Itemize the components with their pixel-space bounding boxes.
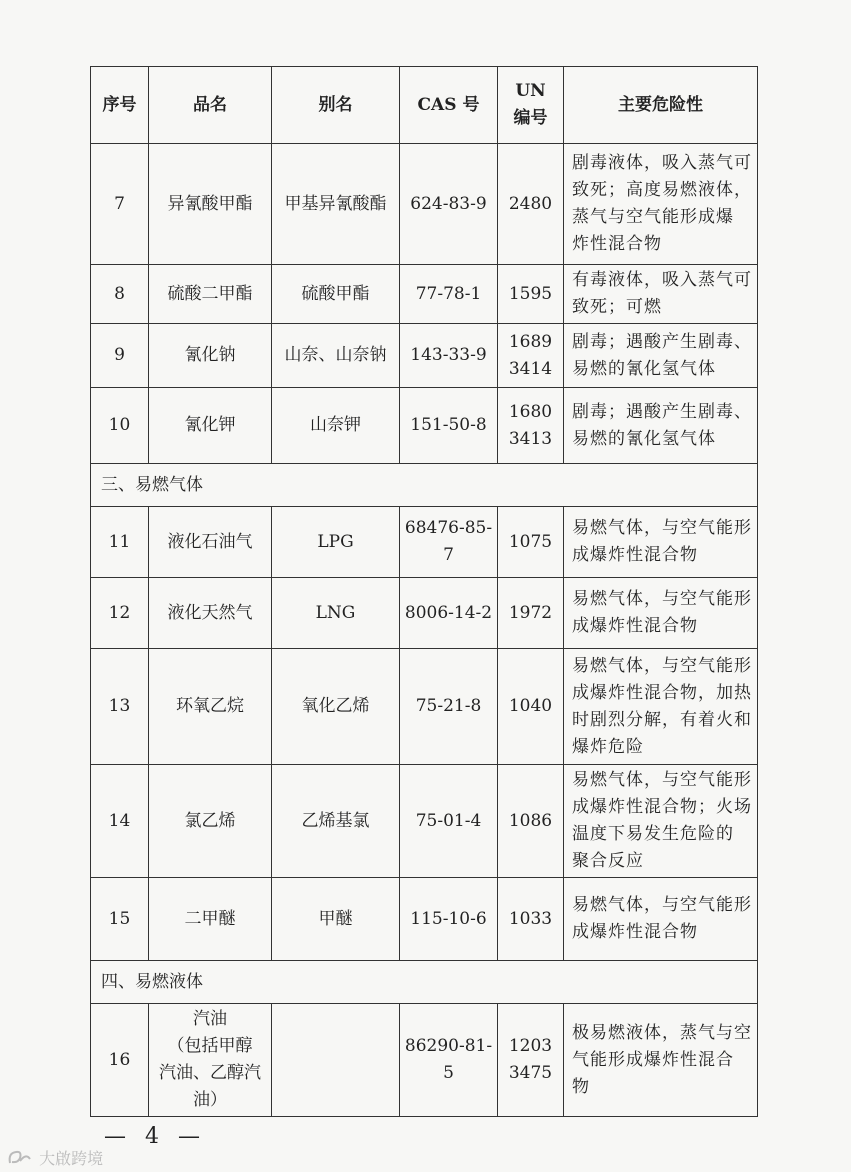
cell-cas-line: 75-01-4 — [415, 810, 482, 831]
cell-hazard-line: 聚合反应 — [572, 851, 644, 871]
cell-hazard-line: 蒸气与空气能形成爆 — [572, 207, 734, 227]
cell-un-line: 1075 — [508, 531, 553, 552]
cell-un — [498, 878, 564, 961]
cell-un-line: 1972 — [508, 602, 553, 623]
table-row — [91, 388, 758, 464]
cell-alias-line: 甲醚 — [318, 908, 353, 929]
cell-cas-line: 86290-81- — [404, 1036, 493, 1056]
cell-hazard-line: 爆炸危险 — [572, 736, 644, 757]
cell-cas-line: 5 — [443, 1063, 454, 1083]
cell-name — [149, 1004, 272, 1117]
cell-un-line: 1689 — [508, 331, 553, 352]
header-name: 品名 — [149, 67, 272, 144]
cell-name-line: 硫酸二甲酯 — [167, 283, 253, 304]
cell-hazard-line: 易燃气体，与空气能形 — [572, 770, 752, 790]
cell-seq: 7 — [91, 144, 149, 265]
cell-alias — [272, 649, 400, 765]
cell-cas — [400, 265, 498, 324]
cell-alias — [272, 265, 400, 324]
cell-hazard-line: 成爆炸性混合物，加热 — [572, 682, 752, 703]
cell-un — [498, 144, 564, 265]
cell-alias — [272, 507, 400, 578]
cell-name — [149, 265, 272, 324]
cell-hazard-line: 易燃气体，与空气能形 — [572, 518, 752, 538]
cell-un-line: 3475 — [508, 1063, 553, 1083]
cell-hazard-line: 剧毒；遇酸产生剧毒、 — [572, 401, 752, 422]
header-alias: 别名 — [272, 67, 400, 144]
cell-name — [149, 507, 272, 578]
cell-cas-line: 151-50-8 — [410, 415, 487, 435]
cell-alias — [272, 578, 400, 649]
cell-hazard-line: 易燃气体，与空气能形 — [572, 655, 752, 676]
page-number: — 4 — — [104, 1124, 206, 1149]
cell-hazard — [564, 1004, 758, 1117]
section-title: 三、易燃气体 — [91, 464, 758, 507]
table-row — [91, 1004, 758, 1117]
table-row — [91, 144, 758, 265]
cell-hazard — [564, 265, 758, 324]
cell-cas — [400, 578, 498, 649]
cell-hazard — [564, 649, 758, 765]
cell-seq: 11 — [91, 507, 149, 578]
cell-alias-line: 硫酸甲酯 — [301, 283, 370, 304]
cell-un-line: 1086 — [508, 810, 553, 831]
table-row — [91, 878, 758, 961]
cell-alias-line: 山奈钾 — [310, 415, 361, 435]
cell-un — [498, 507, 564, 578]
cell-alias — [272, 765, 400, 878]
watermark-text: 大啟跨境 — [39, 1149, 104, 1168]
cell-name-line: 氰化钾 — [184, 415, 236, 435]
cell-un-line: 1040 — [508, 696, 553, 716]
section-row — [91, 464, 758, 507]
cell-name-line: 油） — [193, 1090, 227, 1110]
cell-name — [149, 765, 272, 878]
table-row — [91, 765, 758, 878]
cell-cas-line: 75-21-8 — [415, 696, 482, 716]
cell-un-line: 1680 — [508, 401, 553, 422]
cell-un — [498, 324, 564, 388]
cell-un — [498, 578, 564, 649]
cell-hazard-line: 易燃气体，与空气能形 — [572, 895, 752, 915]
cell-name-line: 液化天然气 — [167, 602, 253, 623]
cell-cas — [400, 324, 498, 388]
cell-un — [498, 388, 564, 464]
cell-cas-line: 115-10-6 — [410, 908, 487, 929]
cell-name-line: 汽油 — [193, 1009, 227, 1029]
cell-hazard-line: 温度下易发生危险的 — [572, 824, 734, 844]
cell-cas — [400, 649, 498, 765]
cell-name-line: 汽油、乙醇汽 — [159, 1063, 261, 1083]
cell-alias — [272, 388, 400, 464]
cell-hazard-line: 成爆炸性混合物 — [572, 616, 698, 636]
cell-seq: 12 — [91, 578, 149, 649]
cell-alias — [272, 324, 400, 388]
cell-hazard-line: 剧毒；遇酸产生剧毒、 — [572, 331, 752, 352]
cell-name-line: 液化石油气 — [167, 531, 253, 552]
watermark-logo-icon — [6, 1149, 32, 1171]
cell-name-line: 氰化钠 — [184, 345, 236, 365]
cell-alias-line: 氧化乙烯 — [301, 696, 370, 716]
cell-hazard — [564, 878, 758, 961]
cell-hazard-line: 易燃的氰化氢气体 — [572, 358, 716, 379]
table-row — [91, 578, 758, 649]
cell-name — [149, 878, 272, 961]
cell-name-line: 环氧乙烷 — [176, 696, 244, 716]
header-hazard: 主要危险性 — [564, 67, 758, 144]
cell-hazard-line: 成爆炸性混合物 — [572, 545, 698, 565]
cell-hazard-line: 炸性混合物 — [572, 234, 662, 254]
cell-name — [149, 578, 272, 649]
cell-cas-line: 77-78-1 — [415, 283, 482, 304]
cell-hazard — [564, 507, 758, 578]
cell-cas-line: 143-33-9 — [410, 345, 487, 365]
cell-name — [149, 388, 272, 464]
cell-alias-line: LNG — [315, 602, 356, 623]
table-row — [91, 507, 758, 578]
cell-seq: 14 — [91, 765, 149, 878]
cell-alias — [272, 144, 400, 265]
cell-hazard — [564, 388, 758, 464]
cell-un-line: 3414 — [508, 358, 553, 379]
cell-alias-line: 山奈、山奈钠 — [284, 345, 387, 365]
cell-hazard-line: 剧毒液体，吸入蒸气可 — [572, 153, 752, 173]
section-title: 四、易燃液体 — [91, 961, 758, 1004]
cell-hazard-line: 极易燃液体，蒸气与空 — [572, 1022, 752, 1043]
cell-hazard-line: 致死；可燃 — [572, 297, 662, 317]
cell-hazard-line: 成爆炸性混合物 — [572, 922, 698, 942]
cell-cas — [400, 507, 498, 578]
cell-hazard-line: 有毒液体，吸入蒸气可 — [572, 270, 752, 290]
cell-hazard-line: 易燃的氰化氢气体 — [572, 428, 716, 449]
cell-cas-line: 624-83-9 — [410, 193, 487, 214]
cell-name — [149, 144, 272, 265]
header-seq: 序号 — [91, 67, 149, 144]
cell-hazard — [564, 324, 758, 388]
cell-un — [498, 649, 564, 765]
cell-seq: 16 — [91, 1004, 149, 1117]
cell-un — [498, 765, 564, 878]
header-un — [498, 67, 564, 144]
cell-seq: 10 — [91, 388, 149, 464]
cell-un-line: 3413 — [508, 428, 553, 449]
cell-cas-line: 8006-14-2 — [404, 602, 493, 623]
cell-name — [149, 649, 272, 765]
cell-name — [149, 324, 272, 388]
cell-cas — [400, 388, 498, 464]
cell-un — [498, 265, 564, 324]
table-row — [91, 324, 758, 388]
header-cas: CAS 号 — [400, 67, 498, 144]
cell-un — [498, 1004, 564, 1117]
cell-cas-line: 7 — [443, 545, 454, 565]
cell-name-line: 二甲醚 — [184, 908, 236, 929]
cell-alias-line: LPG — [317, 531, 354, 552]
cell-cas — [400, 878, 498, 961]
header-un-line1: UN — [515, 81, 546, 101]
cell-name-line: 氯乙烯 — [184, 810, 236, 831]
table-header-row — [91, 67, 758, 144]
cell-un-line: 1595 — [508, 283, 553, 304]
header-un-line2: 编号 — [513, 108, 548, 128]
cell-cas — [400, 765, 498, 878]
cell-hazard-line: 气能形成爆炸性混合 — [572, 1049, 734, 1070]
cell-hazard-line: 易燃气体，与空气能形 — [572, 589, 752, 609]
table-row — [91, 265, 758, 324]
cell-seq: 8 — [91, 265, 149, 324]
cell-alias-line: 乙烯基氯 — [301, 810, 370, 831]
hazardous-chemicals-table — [90, 66, 758, 1117]
cell-cas — [400, 1004, 498, 1117]
cell-un-line: 1203 — [508, 1036, 553, 1056]
cell-hazard-line: 致死；高度易燃液体， — [572, 180, 752, 200]
cell-name-line: 异氰酸甲酯 — [167, 193, 253, 214]
cell-hazard — [564, 578, 758, 649]
cell-un-line: 1033 — [508, 908, 553, 929]
cell-un-line: 2480 — [508, 193, 553, 214]
cell-cas — [400, 144, 498, 265]
cell-hazard-line: 成爆炸性混合物；火场 — [572, 797, 752, 817]
table-row — [91, 649, 758, 765]
cell-hazard — [564, 144, 758, 265]
cell-seq: 13 — [91, 649, 149, 765]
cell-hazard — [564, 765, 758, 878]
section-row — [91, 961, 758, 1004]
cell-hazard-line: 物 — [572, 1076, 590, 1097]
cell-name-line: （包括甲醇 — [167, 1036, 253, 1056]
cell-alias-line: 甲基异氰酸酯 — [284, 193, 387, 214]
cell-seq: 15 — [91, 878, 149, 961]
cell-hazard-line: 时剧烈分解，有着火和 — [572, 709, 752, 730]
cell-alias — [272, 878, 400, 961]
watermark — [6, 1146, 103, 1171]
cell-seq: 9 — [91, 324, 149, 388]
cell-cas-line: 68476-85- — [404, 518, 493, 538]
cell-alias — [272, 1004, 400, 1117]
